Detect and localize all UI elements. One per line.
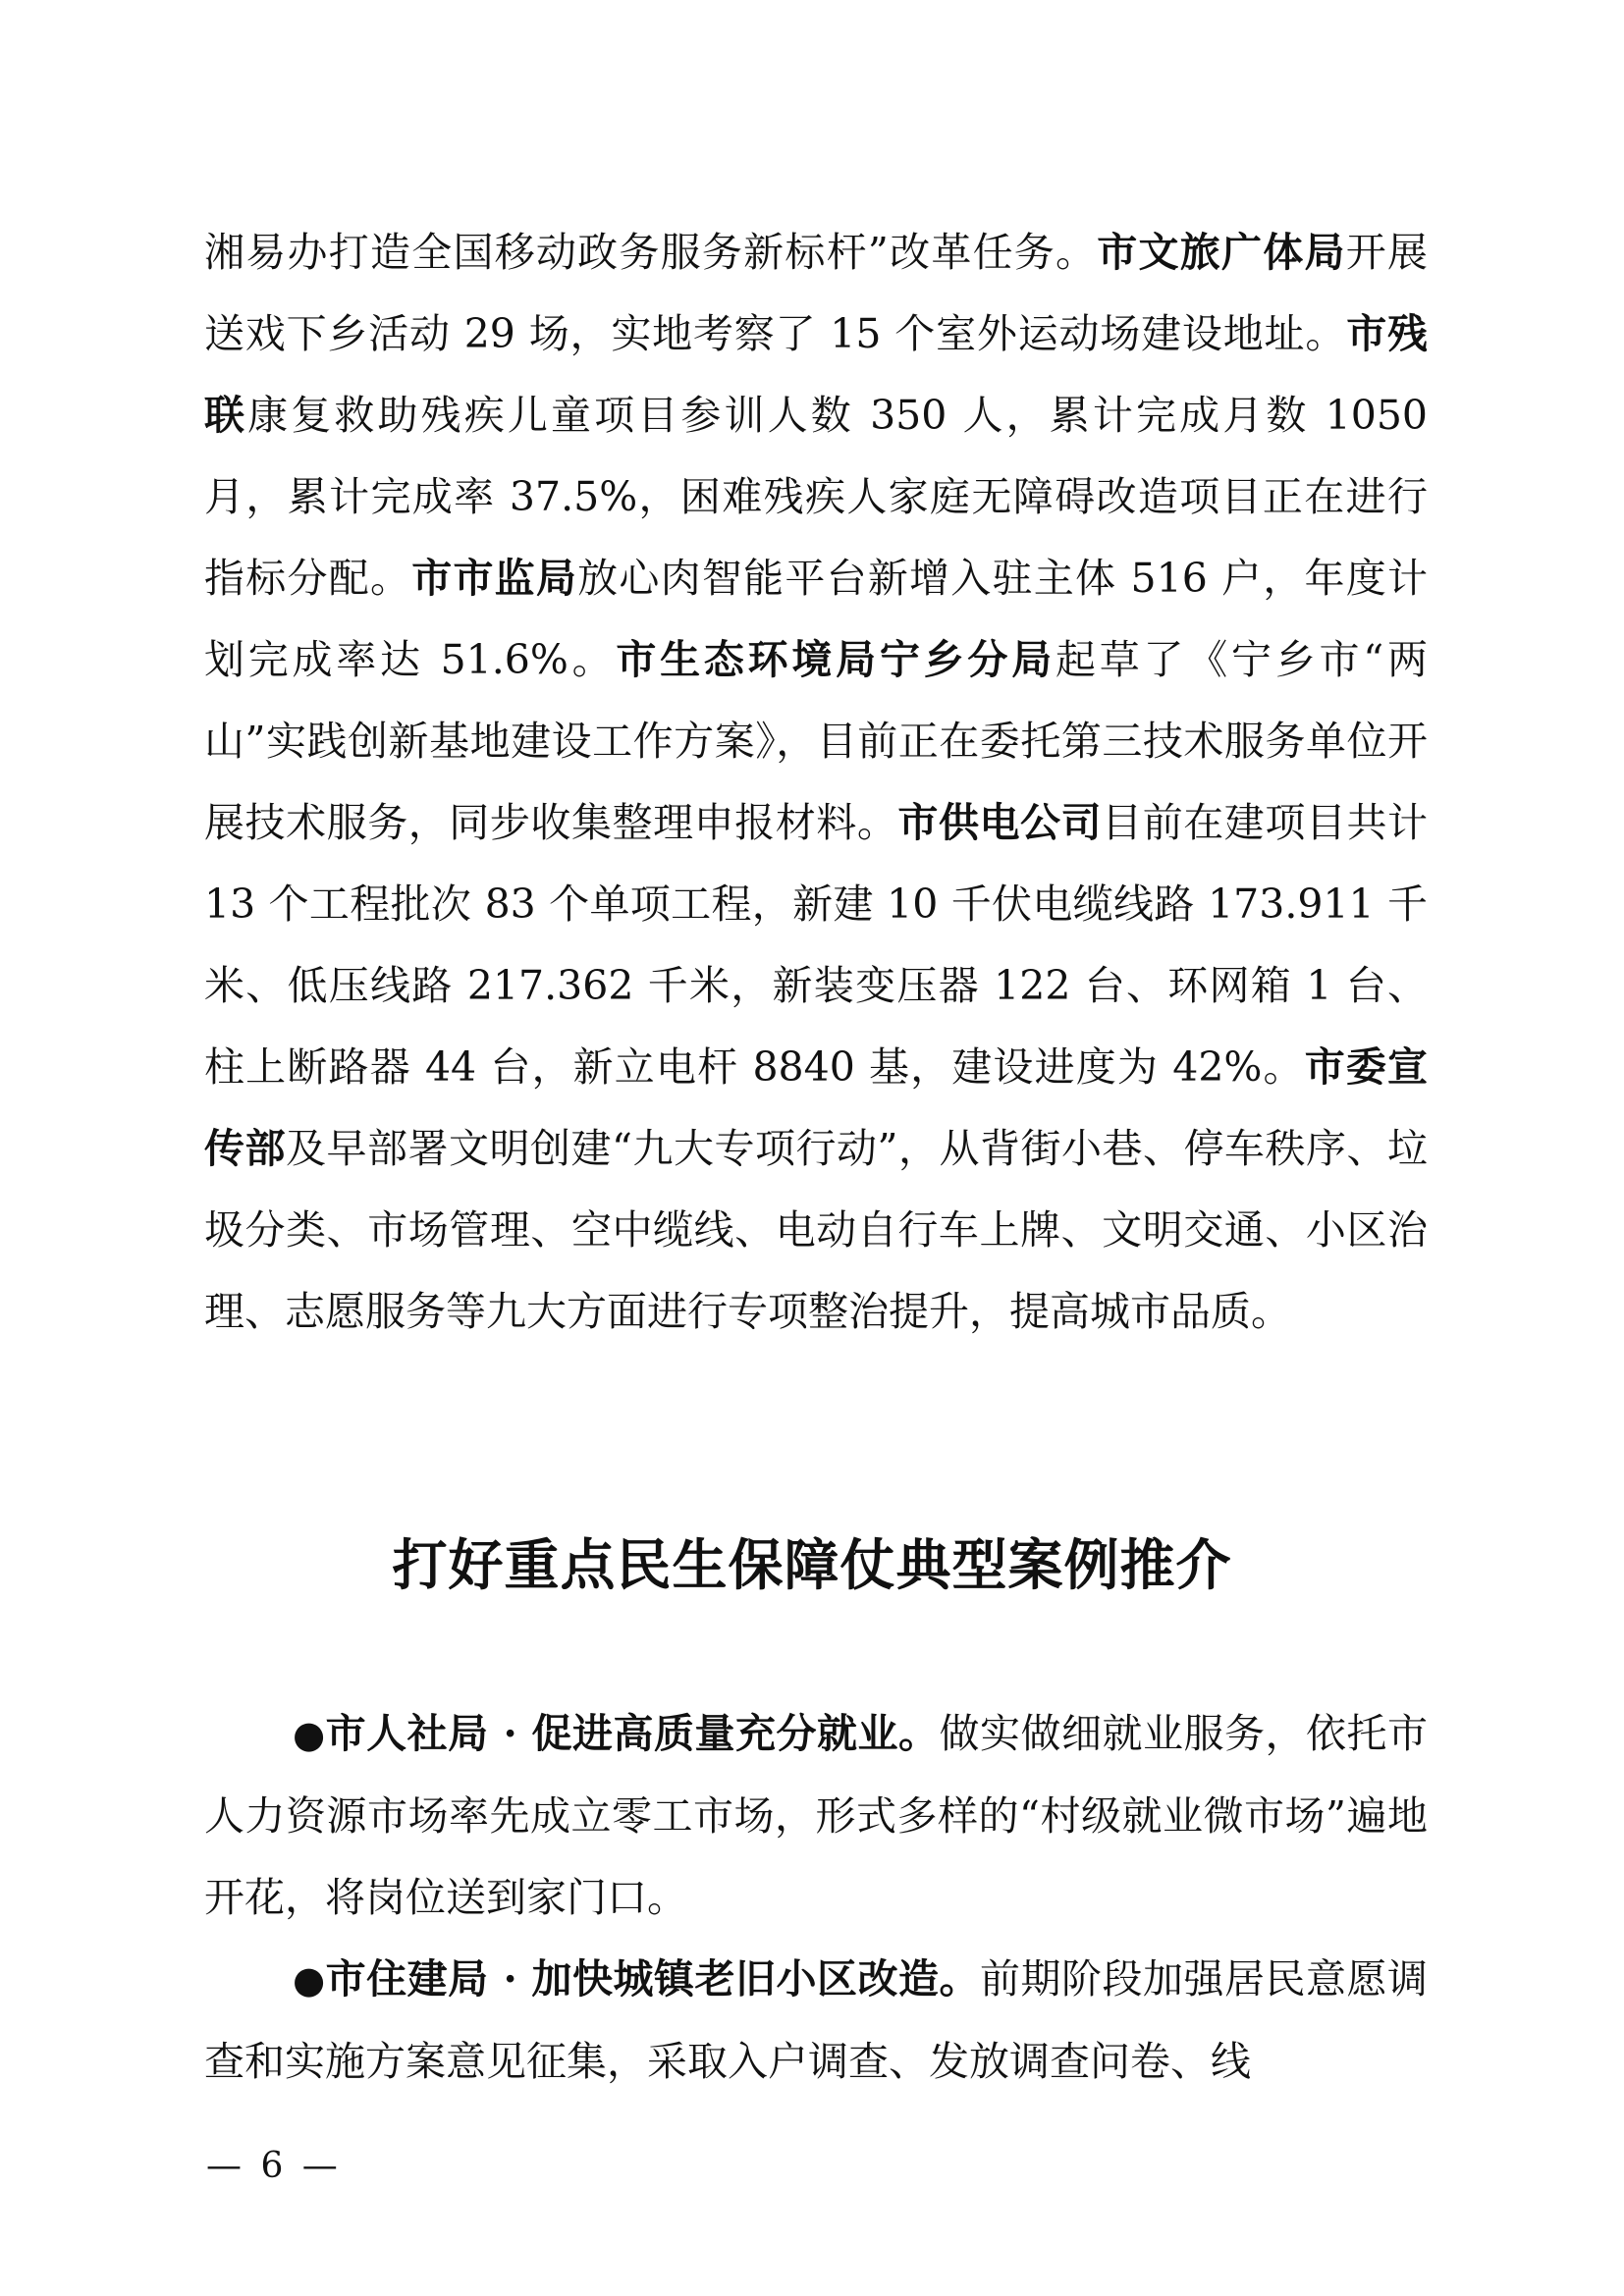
case-text: 前期阶段加强居民意愿调查和实施方案意见征集，采取入户调查、发放调查问卷、线 (204, 1955, 1428, 2085)
body-run: 湘易办打造全国移动政务服务新标杆”改革任务。 (204, 229, 1098, 276)
page-number: — 6 — (206, 2146, 342, 2186)
body-run-bold: 市生态环境局宁乡分局 (616, 636, 1056, 683)
body-run: 开展送戏下乡活动 29 场，实地考察了 15 个室外运动场建设地址。 (204, 229, 1429, 357)
body-run: 康复救助残疾儿童项目参训人数 350 人，累计完成月数 1050 月，累计完成率 37.5%，困难残疾人家庭无障碍改造项目正在进行指标分配。 (204, 392, 1429, 602)
bullet-icon: ● (293, 1958, 326, 2002)
case-item (204, 1693, 1428, 1939)
case-item (204, 1939, 1428, 2103)
case-text: 做实做细就业服务，依托市人力资源市场率先成立零工市场，形式多样的“村级就业微市场”遍地开花，将岗位送到家门口。 (204, 1710, 1428, 1921)
body-run-bold: 市供电公司 (897, 799, 1103, 846)
body-run-bold: 市市监局 (411, 555, 578, 602)
body-run: 起草了《宁乡市“两山”实践创新基地建设工作方案》，目前正在委托第三技术服务单位开展技术服务，同步收集整理申报材料。 (204, 636, 1429, 846)
body-run: 目前在建项目共计 13 个工程批次 83 个单项工程，新建 10 千伏电缆线路 173.911 千米、低压线路 217.362 千米，新装变压器 122 台、环网箱 1 台、柱上断路器 44 台，新立电杆 8840 基，建设进度为 42%。 (204, 799, 1429, 1091)
case-heading: 市人社局 · 促进高质量充分就业。 (325, 1710, 940, 1757)
case-heading: 市住建局 · 加快城镇老旧小区改造。 (325, 1955, 980, 2002)
body-run: 放心肉智能平台新增入驻主体 516 户，年度计划完成率达 51.6%。 (204, 555, 1429, 683)
body-paragraph (204, 212, 1428, 1353)
body-run-bold: 市委宣传部 (204, 1043, 1428, 1172)
body-run-bold: 市文旅广体局 (1097, 229, 1346, 276)
body-run: 及早部署文明创建“九大专项行动”，从背街小巷、停车秩序、垃圾分类、市场管理、空中缆线、电动自行车上牌、文明交通、小区治理、志愿服务等九大方面进行专项整治提升，提高城市品质。 (204, 1125, 1429, 1335)
body-run-bold: 市残联 (204, 310, 1428, 439)
section-title: 打好重点民生保障仗典型案例推介 (392, 1533, 1232, 1598)
bullet-icon: ● (293, 1713, 326, 1756)
